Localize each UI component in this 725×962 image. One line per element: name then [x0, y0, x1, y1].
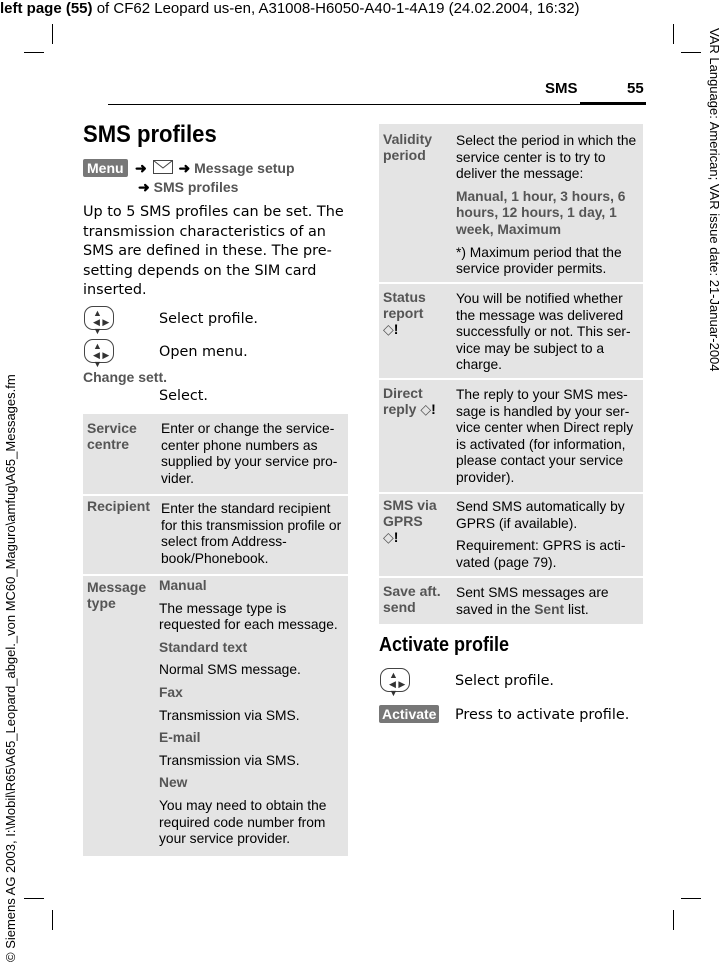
table-row: Status report ◇! You will be notified whether the message was delivered successfully or not. This ser-vice may be subject to a charge. [379, 284, 643, 380]
nav-key-icon: ▲ ◀ ▶ ▼ [380, 668, 410, 692]
crop-mark [52, 24, 53, 44]
step-select: Select. [159, 388, 208, 404]
selectable-option-icon: ◇! [420, 401, 436, 417]
crop-mark [681, 52, 701, 53]
activate-softkey-tag: Activate [379, 705, 439, 723]
language-sidebar: VAR Language: American; VAR issue date: 21-Januar-2004 [707, 28, 722, 372]
menu-softkey-tag: Menu [83, 159, 128, 177]
breadcrumb-line-1: ➜ ➜ Message setup [135, 160, 295, 176]
page-number: 55 [627, 80, 644, 97]
page-title: SMS profiles [83, 121, 217, 148]
crop-mark [24, 898, 44, 899]
intro-paragraph: Up to 5 SMS profiles can be set. The transmission characteristics of an SMS are defined in these. The pre-setting depends on the SIM card inserted. [83, 204, 344, 298]
crop-mark [673, 24, 674, 44]
table-row: Validity period Select the period in which the service center is to try to deliver the message: Manual, 1 hour, 3 hours, 6 hours, 12 hours, 1 day, 1 week, Maximum *) Maximum period that the service provider permits. [379, 124, 643, 284]
selectable-option-icon: ◇! [383, 321, 399, 337]
table-row: Save aft. send Sent SMS messages are saved in the Sent list. [379, 578, 643, 624]
activate-heading: Activate profile [379, 634, 510, 656]
header-rule-accent [580, 102, 646, 105]
selectable-option-icon: ◇! [383, 529, 399, 545]
profile-settings-table [83, 414, 348, 856]
crop-mark [52, 910, 53, 930]
table-row: Recipient Enter the standard recipient for this transmission profile or select from Address-book/Phonebook. [83, 496, 348, 576]
copyright-sidebar: © Siemens AG 2003, I:\Mobil\R65\A65_Leopard_abgel._von MC60_Maguro\amfug\A65_Messages.fm [3, 374, 18, 962]
section-title: SMS [545, 80, 578, 97]
nav-key-icon: ▲ ◀ ▶ ▼ [84, 306, 114, 330]
table-row: Message type Manual The message type is requested for each message. Standard text Normal SMS message. Fax Transmission via SMS. E-mail Transmission via SMS. New You may need to obtain the required code number from your service provider. [83, 576, 348, 856]
header-rule [108, 104, 646, 105]
envelope-icon [153, 160, 173, 174]
step-select-profile: Select profile. [159, 311, 258, 327]
print-header: left page (55) of CF62 Leopard us-en, A31008-H6050-A40-1-4A19 (24.02.2004, 16:32) [0, 0, 580, 17]
table-row: Service centre Enter or change the service-center phone numbers as supplied by your service pro-vider. [83, 414, 348, 496]
crop-mark [673, 910, 674, 930]
activate-select-profile: Select profile. [455, 673, 554, 689]
crop-mark [24, 52, 44, 53]
breadcrumb-line-2: ➜ SMS profiles [138, 179, 239, 195]
crop-mark [681, 898, 701, 899]
change-settings-label: Change sett. [83, 369, 168, 385]
table-row: Direct reply ◇! The reply to your SMS mes-sage is handled by your ser-vice center when Direct reply is activated (for information, please contact your service provider). [379, 380, 643, 494]
activate-press: Press to activate profile. [455, 707, 630, 723]
table-row: SMS via GPRS ◇! Send SMS automatically by GPRS (if available). Requirement: GPRS is acti-vated (page 79). [379, 494, 643, 578]
nav-key-icon: ▲ ◀ ▶ ▼ [84, 339, 114, 363]
profile-settings-table-cont [379, 124, 643, 624]
step-open-menu: Open menu. [159, 344, 248, 360]
